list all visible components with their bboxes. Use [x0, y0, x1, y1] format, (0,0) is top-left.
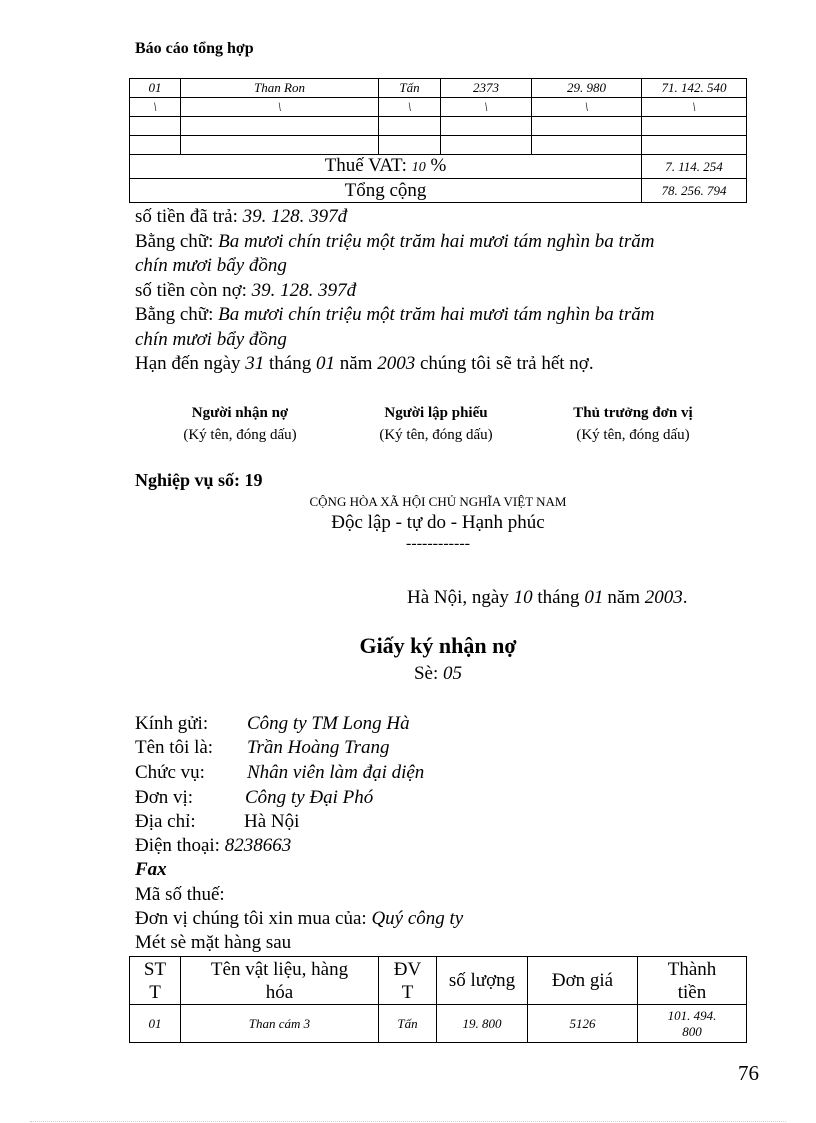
vat-percent: %	[430, 154, 447, 176]
table-cell: 29. 980	[532, 79, 642, 98]
signature-note: (Ký tên, đóng dấu)	[183, 427, 297, 443]
deadline-prefix: Hạn đến ngày	[135, 353, 241, 374]
phone-label: Điện thoại:	[135, 835, 220, 856]
remain-line	[135, 279, 356, 303]
table-cell	[532, 136, 642, 155]
date-day: 10	[513, 587, 533, 608]
signature-block	[150, 402, 330, 446]
table-row	[130, 98, 747, 117]
remain-label: số tiền còn nợ:	[135, 280, 247, 301]
table-cell: 5126	[528, 1005, 638, 1043]
date-month: 01	[584, 587, 604, 608]
vat-row	[130, 155, 747, 179]
paid-label: số tiền đã trả:	[135, 206, 238, 227]
table-cell	[532, 117, 642, 136]
signature-title: Người nhận nợ	[191, 405, 289, 421]
table-cell	[379, 117, 441, 136]
paid-value: 39. 128. 397đ	[242, 206, 348, 227]
table-header-row	[130, 957, 747, 1005]
number-label: Sè:	[413, 663, 439, 684]
table-cell: Than cám 3	[181, 1005, 379, 1043]
date-year-label: năm	[607, 587, 641, 608]
table-cell: 2373	[441, 79, 532, 98]
ditto-mark: \	[130, 98, 181, 117]
header-line: ĐV	[393, 958, 422, 980]
report-title: Báo cáo tổng hợp	[135, 40, 254, 57]
table-cell: Tấn	[379, 79, 441, 98]
date-year: 2003	[644, 587, 683, 608]
header-line: ST	[143, 958, 167, 980]
to-value: Công ty TM Long Hà	[247, 713, 410, 734]
unit-label: Đơn vị:	[135, 787, 194, 808]
number-value: 05	[443, 663, 463, 684]
position-value: Nhân viên làm đại diện	[247, 762, 425, 783]
paid-line	[135, 205, 347, 229]
words-label: Bằng chữ:	[135, 231, 214, 252]
position-label: Chức vụ:	[135, 762, 205, 783]
table-cell	[441, 136, 532, 155]
signature-block	[346, 402, 526, 446]
address-value: Hà Nội	[244, 811, 300, 832]
motto: Độc lập - tự do - Hạnh phúc	[331, 512, 545, 533]
place-date	[407, 586, 688, 610]
divider: ------------	[406, 535, 470, 552]
table-row	[130, 117, 747, 136]
table-cell	[181, 117, 379, 136]
items-table	[129, 956, 747, 1043]
column-header	[181, 957, 379, 1005]
document-number	[0, 663, 816, 685]
total-row	[130, 179, 747, 203]
ditto-mark: \	[532, 98, 642, 117]
table-cell: 01	[130, 79, 181, 98]
buy-line	[135, 907, 463, 931]
summary-table	[129, 78, 747, 203]
vat-value: 7. 114. 254	[642, 155, 747, 179]
date-month-label: tháng	[537, 587, 580, 608]
words-label: Bằng chữ:	[135, 304, 214, 325]
deadline-month: 01	[316, 353, 335, 374]
name-label: Tên tôi là:	[135, 737, 214, 758]
signature-title: Người lập phiếu	[384, 405, 488, 421]
table-row	[130, 1005, 747, 1043]
buy-label: Đơn vị chúng tôi xin mua của:	[135, 908, 367, 929]
nation-heading: CỘNG HÒA XÃ HỘI CHỦ NGHĨA VIỆT NAM	[309, 494, 567, 509]
ditto-mark: \	[181, 98, 379, 117]
header-line: Thành	[667, 958, 717, 980]
tax-label: Mã số thuế:	[135, 884, 225, 905]
ditto-mark: \	[441, 98, 532, 117]
ditto-mark: \	[642, 98, 747, 117]
paid-words-cont: chín mươi bẩy đồng	[135, 255, 287, 276]
column-header	[379, 957, 437, 1005]
signature-block	[538, 402, 728, 446]
paid-words: Ba mươi chín triệu một trăm hai mươi tám nghìn ba trăm	[218, 231, 655, 252]
table-row	[130, 79, 747, 98]
document-title: Giấy ký nhận nợ	[359, 633, 517, 658]
header-line: hóa	[265, 981, 294, 1003]
table-cell	[642, 136, 747, 155]
signature-title: Thủ trưởng đơn vị	[573, 405, 693, 421]
deadline-day: 31	[245, 353, 265, 374]
address-label: Địa chỉ:	[135, 811, 196, 832]
deadline-month-label: tháng	[269, 353, 312, 374]
header-line: T	[149, 981, 161, 1003]
deadline-line	[135, 352, 594, 376]
ditto-mark: \	[379, 98, 441, 117]
fax-label: Fax	[135, 859, 167, 880]
deadline-year-label: năm	[339, 353, 373, 374]
vat-label: Thuế VAT:	[324, 154, 407, 176]
table-cell	[181, 136, 379, 155]
table-cell	[130, 117, 181, 136]
header-line: Tên vật liệu, hàng	[210, 958, 349, 980]
column-header	[437, 957, 528, 1005]
vat-label-cell	[130, 155, 642, 179]
date-period: .	[682, 587, 688, 608]
table-cell: Tấn	[379, 1005, 437, 1043]
header-line: T	[401, 981, 414, 1003]
table-cell: 71. 142. 540	[642, 79, 747, 98]
table-cell: 01	[130, 1005, 181, 1043]
signature-note: (Ký tên, đóng dấu)	[379, 427, 493, 443]
table-cell	[642, 117, 747, 136]
remain-words: Ba mươi chín triệu một trăm hai mươi tám nghìn ba trăm	[218, 304, 655, 325]
remain-value: 39. 128. 397đ	[251, 280, 357, 301]
phone-line	[135, 834, 291, 858]
name-value: Trần Hoàng Trang	[247, 737, 390, 758]
table-cell: 19. 800	[437, 1005, 528, 1043]
amount-line: 800	[682, 1023, 702, 1039]
page-number: 76	[738, 1061, 759, 1085]
amount-line: 101. 494.	[667, 1007, 717, 1023]
deadline-year: 2003	[377, 353, 416, 374]
table-cell: Than Ron	[181, 79, 379, 98]
signature-note: (Ký tên, đóng dấu)	[576, 427, 690, 443]
column-header	[528, 957, 638, 1005]
footer-divider	[30, 1121, 786, 1122]
remain-words-cont: chín mươi bẩy đồng	[135, 329, 287, 350]
table-cell	[379, 136, 441, 155]
column-header	[130, 957, 181, 1005]
unit-value: Công ty Đại Phó	[245, 787, 374, 808]
items-intro: Mét sè mặt hàng sau	[135, 932, 292, 953]
phone-value: 8238663	[224, 835, 292, 856]
header-line: số lượng	[448, 970, 516, 991]
place-date-prefix: Hà Nội, ngày	[407, 587, 509, 608]
to-label: Kính gửi:	[135, 713, 209, 734]
header-line: Đơn giá	[551, 970, 614, 991]
header-line: tiền	[677, 981, 707, 1003]
column-header	[638, 957, 747, 1005]
table-cell	[441, 117, 532, 136]
table-cell	[130, 136, 181, 155]
table-row	[130, 136, 747, 155]
total-label: Tổng cộng	[130, 179, 642, 203]
paid-words-line	[135, 230, 654, 254]
amount-cell	[638, 1005, 747, 1043]
total-value: 78. 256. 794	[642, 179, 747, 203]
transaction-label: Nghiệp vụ số: 19	[135, 470, 263, 490]
buy-value: Quý công ty	[371, 908, 464, 929]
remain-words-line	[135, 303, 654, 327]
vat-rate: 10	[411, 159, 426, 175]
deadline-suffix: chúng tôi sẽ trả hết nợ.	[419, 353, 594, 374]
